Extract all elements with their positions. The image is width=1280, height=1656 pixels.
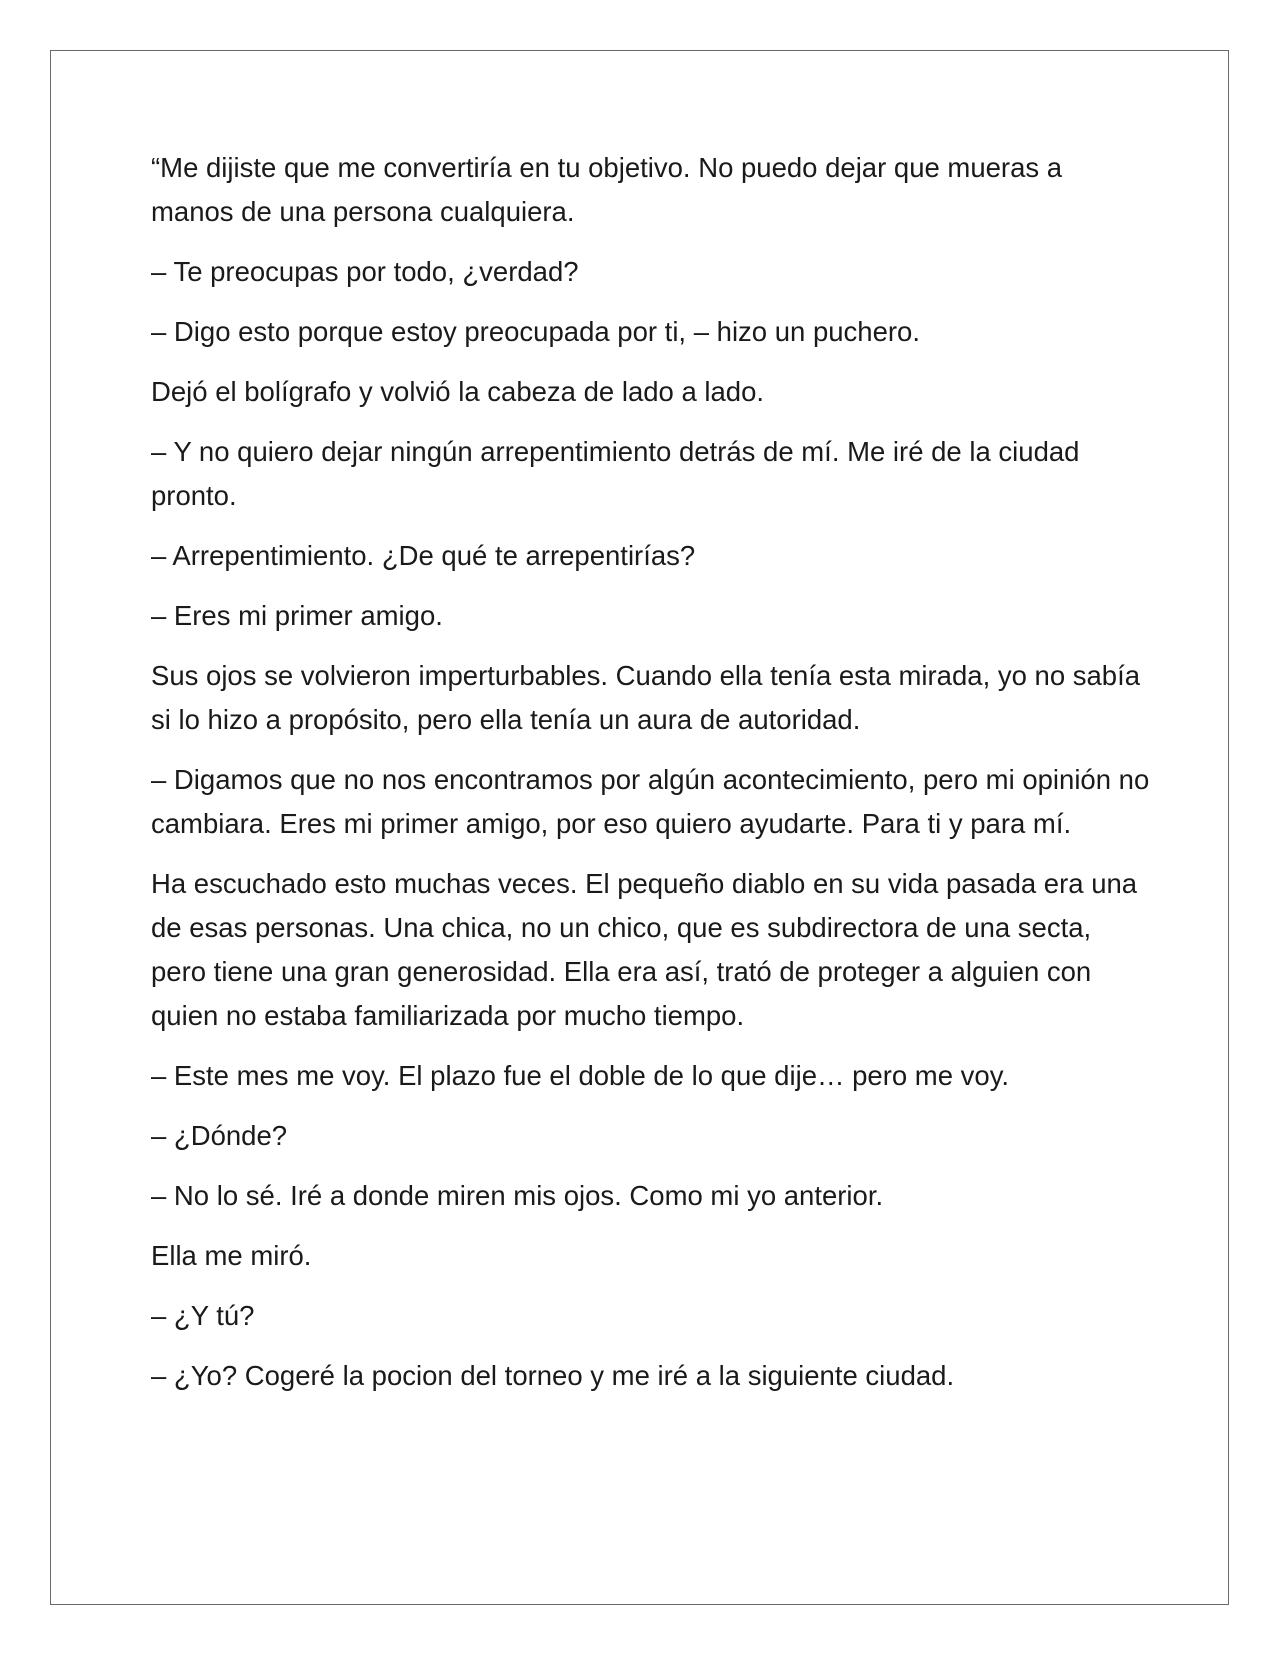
paragraph: – ¿Y tú? [151, 1300, 255, 1331]
paragraph: – ¿Yo? Cogeré la pocion del torneo y me iré a la siguiente ciudad. [151, 1360, 955, 1391]
paragraph: “Me dijiste que me convertiría en tu objetivo. No puedo dejar que mueras a manos de una persona cualquiera. [151, 152, 1063, 227]
paragraph: – Este mes me voy. El plazo fue el doble de lo que dije… pero me voy. [151, 1060, 1010, 1091]
paragraph: Ha escuchado esto muchas veces. El pequeño diablo en su vida pasada era una de esas personas. Una chica, no un chico, que es subdirectora de una secta, pero tiene una gran generosidad. Ella era así, trató de proteger a alguien con quien no estaba familiarizada por mucho tiempo. [151, 868, 1138, 1031]
paragraph: – No lo sé. Iré a donde miren mis ojos. Como mi yo anterior. [151, 1180, 884, 1211]
paragraph: – Y no quiero dejar ningún arrepentimiento detrás de mí. Me iré de la ciudad pronto. [151, 436, 1080, 511]
document-body [151, 146, 1151, 1398]
paragraph: – Arrepentimiento. ¿De qué te arrepentirías? [151, 540, 696, 571]
paragraph: Dejó el bolígrafo y volvió la cabeza de lado a lado. [151, 376, 765, 407]
paragraph: – Eres mi primer amigo. [151, 600, 443, 631]
paragraph: Ella me miró. [151, 1240, 312, 1271]
paragraph: – ¿Dónde? [151, 1120, 288, 1151]
paragraph: – Digo esto porque estoy preocupada por ti, – hizo un puchero. [151, 316, 920, 347]
paragraph: – Te preocupas por todo, ¿verdad? [151, 256, 579, 287]
paragraph: Sus ojos se volvieron imperturbables. Cuando ella tenía esta mirada, yo no sabía si lo hizo a propósito, pero ella tenía un aura de autoridad. [151, 660, 1141, 735]
paragraph: – Digamos que no nos encontramos por algún acontecimiento, pero mi opinión no cambiara. Eres mi primer amigo, por eso quiero ayudarte. Para ti y para mí. [151, 764, 1150, 839]
